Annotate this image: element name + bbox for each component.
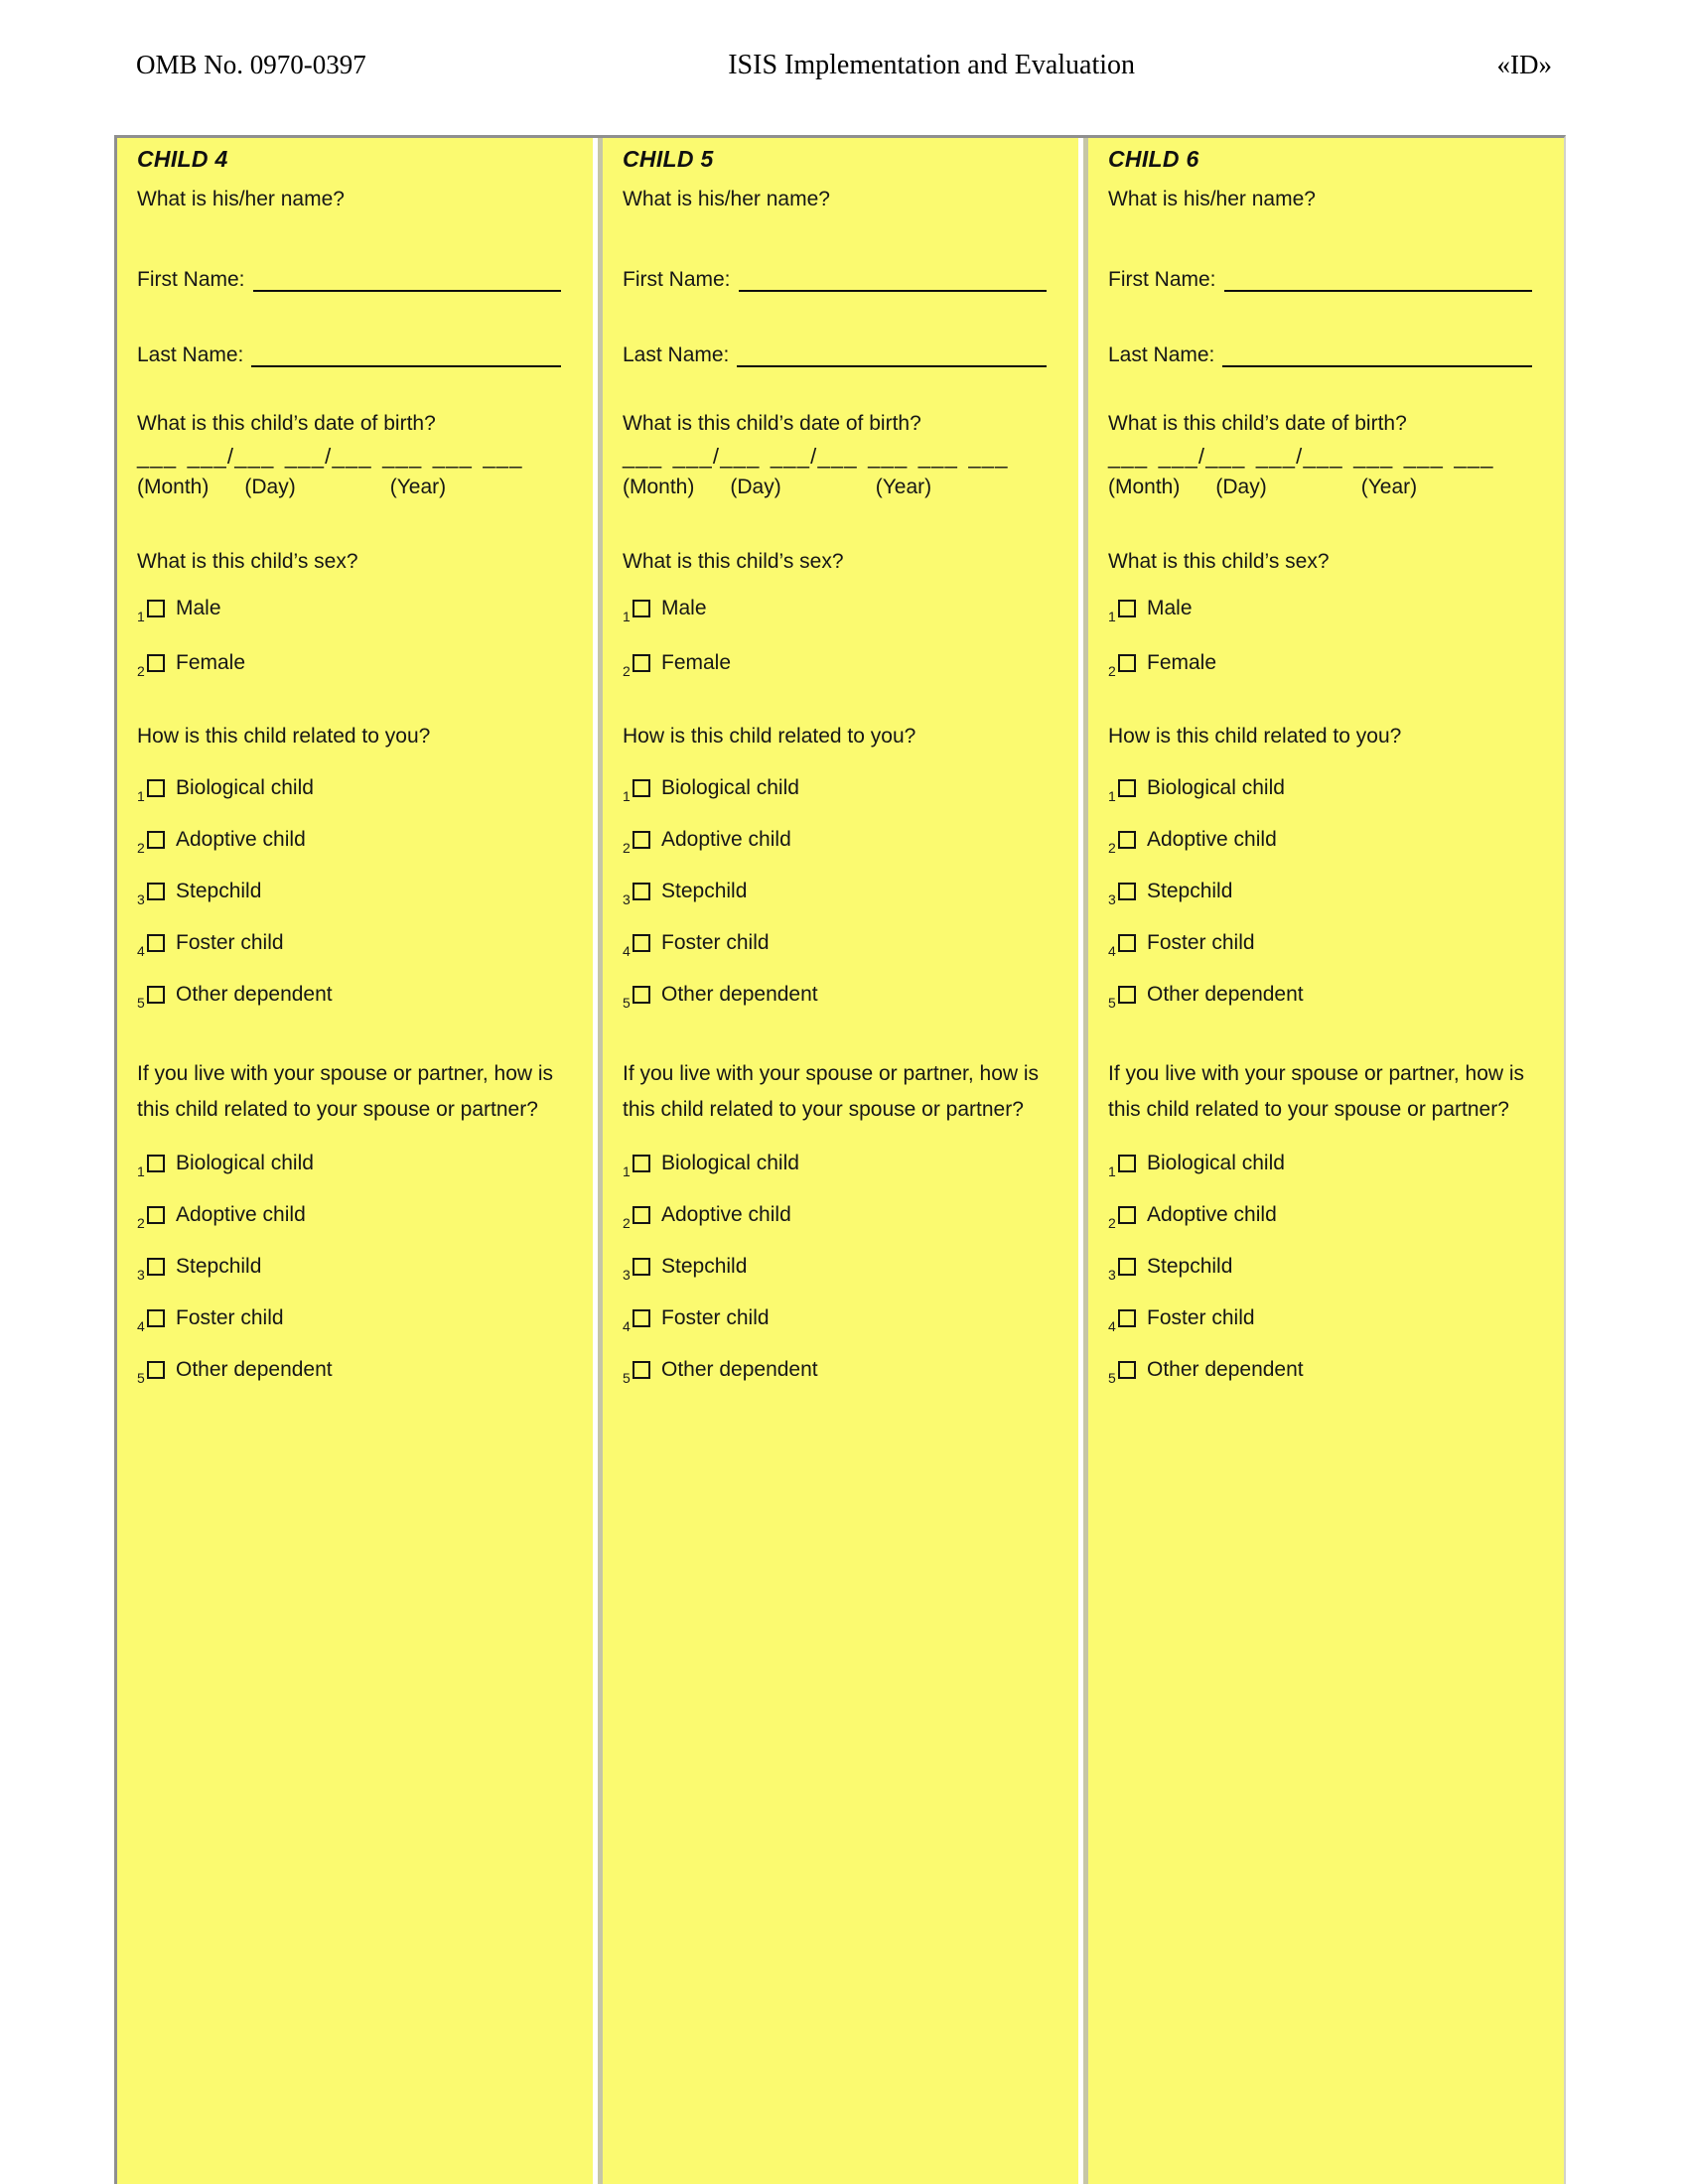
- child-6-relation-foster-checkbox[interactable]: [1118, 934, 1136, 952]
- option-number: 5: [1108, 995, 1116, 1012]
- child-4-spouse-relation-question: If you live with your spouse or partner, how is this child related to your spouse or partner?: [137, 1061, 554, 1121]
- option-label: Male: [176, 596, 221, 619]
- option-label: Stepchild: [661, 880, 748, 903]
- child-4-column: [117, 138, 593, 2184]
- child-5-spouse-relation-stepchild-checkbox[interactable]: [633, 1258, 650, 1276]
- option-label: Stepchild: [1147, 880, 1233, 903]
- child-4-last-name-row: [137, 336, 575, 367]
- child-4-heading: CHILD 4: [137, 146, 228, 172]
- child-6-dob-question: What is this child’s date of birth?: [1108, 412, 1407, 436]
- option-number: 2: [1108, 1215, 1116, 1232]
- child-6-sex-question: What is this child’s sex?: [1108, 549, 1330, 573]
- option-label: Male: [1147, 596, 1193, 619]
- option-label: Biological child: [176, 1152, 314, 1175]
- child-6-spouse-relation-foster-checkbox[interactable]: [1118, 1309, 1136, 1327]
- option-label: Stepchild: [176, 1255, 262, 1279]
- option-label: Adoptive child: [1147, 1203, 1277, 1227]
- option-number: 3: [1108, 1267, 1116, 1284]
- option-label: Adoptive child: [1147, 828, 1277, 852]
- child-6-relation-option-adoptive: [1108, 825, 1546, 856]
- option-number: 4: [623, 943, 631, 960]
- child-6-spouse-relation-adoptive-checkbox[interactable]: [1118, 1206, 1136, 1224]
- child-5-last-name-row: [623, 336, 1060, 367]
- child-5-sex-option-female: [623, 647, 1060, 678]
- child-6-name-question: What is his/her name?: [1108, 188, 1316, 210]
- child-6-column: [1083, 138, 1564, 2184]
- option-label: Foster child: [1147, 1306, 1255, 1330]
- option-label: Other dependent: [1147, 983, 1304, 1007]
- child-5-relation-stepchild-checkbox[interactable]: [633, 883, 650, 900]
- option-label: Foster child: [1147, 931, 1255, 955]
- child-4-dob-blanks-field[interactable]: ___ ___/___ ___/___ ___ ___ ___: [137, 443, 523, 469]
- child-6-relation-stepchild-checkbox[interactable]: [1118, 883, 1136, 900]
- option-label: Stepchild: [661, 1255, 748, 1279]
- child-5-relation-question: How is this child related to you?: [623, 725, 916, 749]
- child-6-heading: CHILD 6: [1108, 146, 1199, 172]
- year-label: (Year): [875, 475, 932, 498]
- child-6-relation-option-other: [1108, 980, 1546, 1011]
- child-5-relation-option-adoptive: [623, 825, 1060, 856]
- child-6-relation-biological-checkbox[interactable]: [1118, 779, 1136, 797]
- child-4-first-name-row: [137, 260, 575, 292]
- option-number: 1: [1108, 608, 1116, 624]
- option-number: 2: [623, 662, 631, 679]
- child-4-sex-option-male: [137, 593, 575, 623]
- child-4-sex-question: What is this child’s sex?: [137, 549, 358, 573]
- option-number: 4: [137, 943, 145, 960]
- child-5-spouse-relation-foster-checkbox[interactable]: [633, 1309, 650, 1327]
- child-6-dob-blanks-field[interactable]: ___ ___/___ ___/___ ___ ___ ___: [1108, 443, 1494, 469]
- child-4-first-name-field[interactable]: [253, 264, 561, 292]
- option-number: 1: [137, 788, 145, 805]
- child-5-name-question: What is his/her name?: [623, 188, 830, 210]
- option-number: 2: [623, 1215, 631, 1232]
- option-number: 2: [623, 840, 631, 857]
- child-4-name-question: What is his/her name?: [137, 188, 345, 210]
- option-number: 4: [1108, 1318, 1116, 1335]
- month-label: (Month): [137, 475, 210, 498]
- option-label: Other dependent: [661, 983, 818, 1007]
- last-name-label: Last Name:: [137, 343, 244, 367]
- child-5-spouse-relation-option-other: [623, 1355, 1060, 1386]
- child-6-last-name-row: [1108, 336, 1546, 367]
- child-5-spouse-relation-option-stepchild: [623, 1252, 1060, 1283]
- day-label: (Day): [730, 475, 781, 498]
- child-6-spouse-relation-option-stepchild: [1108, 1252, 1546, 1283]
- option-label: Adoptive child: [176, 828, 306, 852]
- child-6-spouse-relation-option-foster: [1108, 1303, 1546, 1334]
- child-5-spouse-relation-question: If you live with your spouse or partner, how is this child related to your spouse or partner?: [623, 1061, 1040, 1121]
- child-5-dob-blanks-field[interactable]: ___ ___/___ ___/___ ___ ___ ___: [623, 443, 1009, 469]
- day-label: (Day): [244, 475, 296, 498]
- option-label: Adoptive child: [176, 1203, 306, 1227]
- child-6-dob-part-labels: [1108, 476, 1546, 499]
- child-5-relation-option-foster: [623, 928, 1060, 959]
- child-5-sex-question: What is this child’s sex?: [623, 549, 844, 573]
- option-label: Stepchild: [1147, 1255, 1233, 1279]
- child-5-relation-biological-checkbox[interactable]: [633, 779, 650, 797]
- child-5-relation-other-checkbox[interactable]: [633, 986, 650, 1004]
- child-4-relation-other-checkbox[interactable]: [147, 986, 165, 1004]
- child-4-relation-foster-checkbox[interactable]: [147, 934, 165, 952]
- child-6-relation-option-biological: [1108, 773, 1546, 804]
- year-label: (Year): [1360, 475, 1418, 498]
- option-label: Biological child: [176, 776, 314, 800]
- child-6-spouse-relation-stepchild-checkbox[interactable]: [1118, 1258, 1136, 1276]
- option-number: 5: [137, 1370, 145, 1387]
- child-4-relation-question: How is this child related to you?: [137, 725, 431, 749]
- child-5-heading: CHILD 5: [623, 146, 714, 172]
- child-4-relation-option-adoptive: [137, 825, 575, 856]
- option-label: Other dependent: [661, 1358, 818, 1382]
- children-form-table: [114, 135, 1566, 2184]
- child-4-relation-option-other: [137, 980, 575, 1011]
- child-5-relation-option-stepchild: [623, 877, 1060, 907]
- child-5-dob-part-labels: [623, 476, 1060, 499]
- child-4-spouse-relation-adoptive-checkbox[interactable]: [147, 1206, 165, 1224]
- option-number: 5: [1108, 1370, 1116, 1387]
- child-5-first-name-field[interactable]: [739, 264, 1047, 292]
- child-5-sex-female-checkbox[interactable]: [633, 654, 650, 672]
- child-6-relation-other-checkbox[interactable]: [1118, 986, 1136, 1004]
- option-number: 5: [623, 1370, 631, 1387]
- option-number: 4: [1108, 943, 1116, 960]
- option-label: Foster child: [176, 1306, 284, 1330]
- child-6-first-name-field[interactable]: [1224, 264, 1532, 292]
- year-label: (Year): [389, 475, 447, 498]
- option-number: 3: [137, 891, 145, 908]
- page-header: [136, 50, 1552, 81]
- child-5-relation-foster-checkbox[interactable]: [633, 934, 650, 952]
- option-label: Biological child: [661, 776, 799, 800]
- child-6-sex-male-checkbox[interactable]: [1118, 600, 1136, 617]
- option-number: 1: [623, 608, 631, 624]
- child-4-last-name-field[interactable]: [251, 340, 561, 367]
- child-6-sex-option-female: [1108, 647, 1546, 678]
- option-label: Other dependent: [1147, 1358, 1304, 1382]
- child-5-relation-option-biological: [623, 773, 1060, 804]
- option-number: 3: [623, 1267, 631, 1284]
- child-6-first-name-row: [1108, 260, 1546, 292]
- option-label: Male: [661, 596, 707, 619]
- last-name-label: Last Name:: [623, 343, 730, 367]
- option-number: 5: [623, 995, 631, 1012]
- option-number: 1: [623, 1163, 631, 1180]
- child-5-sex-male-checkbox[interactable]: [633, 600, 650, 617]
- child-4-spouse-relation-option-adoptive: [137, 1200, 575, 1231]
- option-label: Other dependent: [176, 1358, 333, 1382]
- child-4-sex-option-female: [137, 647, 575, 678]
- first-name-label: First Name:: [1108, 268, 1216, 292]
- child-5-sex-option-male: [623, 593, 1060, 623]
- option-label: Other dependent: [176, 983, 333, 1007]
- option-number: 3: [623, 891, 631, 908]
- day-label: (Day): [1215, 475, 1267, 498]
- id-merge-field: «ID»: [1496, 50, 1552, 79]
- child-6-spouse-relation-option-other: [1108, 1355, 1546, 1386]
- child-5-spouse-relation-other-checkbox[interactable]: [633, 1361, 650, 1379]
- child-5-last-name-field[interactable]: [737, 340, 1047, 367]
- child-6-spouse-relation-option-adoptive: [1108, 1200, 1546, 1231]
- child-4-spouse-relation-foster-checkbox[interactable]: [147, 1309, 165, 1327]
- child-4-relation-biological-checkbox[interactable]: [147, 779, 165, 797]
- option-number: 3: [137, 1267, 145, 1284]
- page-title: ISIS Implementation and Evaluation: [728, 50, 1136, 80]
- omb-number: OMB No. 0970-0397: [136, 50, 366, 79]
- child-5-dob-question: What is this child’s date of birth?: [623, 412, 921, 436]
- option-number: 3: [1108, 891, 1116, 908]
- child-4-relation-option-biological: [137, 773, 575, 804]
- option-number: 4: [623, 1318, 631, 1335]
- child-6-last-name-field[interactable]: [1222, 340, 1532, 367]
- option-label: Foster child: [661, 931, 770, 955]
- child-5-spouse-relation-adoptive-checkbox[interactable]: [633, 1206, 650, 1224]
- child-6-sex-female-checkbox[interactable]: [1118, 654, 1136, 672]
- child-4-spouse-relation-other-checkbox[interactable]: [147, 1361, 165, 1379]
- option-number: 2: [137, 1215, 145, 1232]
- option-number: 5: [137, 995, 145, 1012]
- child-4-dob-part-labels: [137, 476, 575, 499]
- child-5-spouse-relation-option-adoptive: [623, 1200, 1060, 1231]
- option-label: Female: [661, 650, 732, 674]
- child-6-relation-question: How is this child related to you?: [1108, 725, 1402, 749]
- child-5-relation-option-other: [623, 980, 1060, 1011]
- child-4-relation-stepchild-checkbox[interactable]: [147, 883, 165, 900]
- option-label: Biological child: [1147, 1152, 1285, 1175]
- child-4-relation-option-foster: [137, 928, 575, 959]
- child-4-spouse-relation-biological-checkbox[interactable]: [147, 1155, 165, 1172]
- option-label: Female: [1147, 650, 1217, 674]
- option-number: 1: [1108, 788, 1116, 805]
- child-4-relation-adoptive-checkbox[interactable]: [147, 831, 165, 849]
- child-4-relation-option-stepchild: [137, 877, 575, 907]
- child-6-sex-option-male: [1108, 593, 1546, 623]
- option-label: Adoptive child: [661, 1203, 791, 1227]
- child-6-spouse-relation-other-checkbox[interactable]: [1118, 1361, 1136, 1379]
- child-4-sex-male-checkbox[interactable]: [147, 600, 165, 617]
- child-4-spouse-relation-option-foster: [137, 1303, 575, 1334]
- option-label: Foster child: [661, 1306, 770, 1330]
- option-number: 2: [1108, 662, 1116, 679]
- option-number: 1: [137, 608, 145, 624]
- month-label: (Month): [623, 475, 695, 498]
- child-6-relation-option-stepchild: [1108, 877, 1546, 907]
- option-number: 2: [137, 662, 145, 679]
- option-number: 1: [623, 788, 631, 805]
- child-5-column: [598, 138, 1078, 2184]
- first-name-label: First Name:: [137, 268, 245, 292]
- option-label: Biological child: [661, 1152, 799, 1175]
- option-number: 2: [137, 840, 145, 857]
- option-label: Biological child: [1147, 776, 1285, 800]
- child-6-spouse-relation-biological-checkbox[interactable]: [1118, 1155, 1136, 1172]
- child-5-relation-adoptive-checkbox[interactable]: [633, 831, 650, 849]
- child-4-spouse-relation-option-stepchild: [137, 1252, 575, 1283]
- child-5-spouse-relation-biological-checkbox[interactable]: [633, 1155, 650, 1172]
- child-4-spouse-relation-option-biological: [137, 1149, 575, 1179]
- option-label: Foster child: [176, 931, 284, 955]
- child-5-spouse-relation-option-biological: [623, 1149, 1060, 1179]
- option-label: Stepchild: [176, 880, 262, 903]
- first-name-label: First Name:: [623, 268, 731, 292]
- child-4-spouse-relation-stepchild-checkbox[interactable]: [147, 1258, 165, 1276]
- child-4-sex-female-checkbox[interactable]: [147, 654, 165, 672]
- option-label: Female: [176, 650, 246, 674]
- option-number: 2: [1108, 840, 1116, 857]
- child-4-dob-question: What is this child’s date of birth?: [137, 412, 436, 436]
- last-name-label: Last Name:: [1108, 343, 1215, 367]
- child-6-relation-adoptive-checkbox[interactable]: [1118, 831, 1136, 849]
- month-label: (Month): [1108, 475, 1181, 498]
- option-number: 1: [1108, 1163, 1116, 1180]
- child-5-spouse-relation-option-foster: [623, 1303, 1060, 1334]
- child-5-first-name-row: [623, 260, 1060, 292]
- option-number: 4: [137, 1318, 145, 1335]
- child-4-spouse-relation-option-other: [137, 1355, 575, 1386]
- child-6-spouse-relation-question: If you live with your spouse or partner, how is this child related to your spouse or partner?: [1108, 1061, 1525, 1121]
- option-number: 1: [137, 1163, 145, 1180]
- option-label: Adoptive child: [661, 828, 791, 852]
- child-6-relation-option-foster: [1108, 928, 1546, 959]
- child-6-spouse-relation-option-biological: [1108, 1149, 1546, 1179]
